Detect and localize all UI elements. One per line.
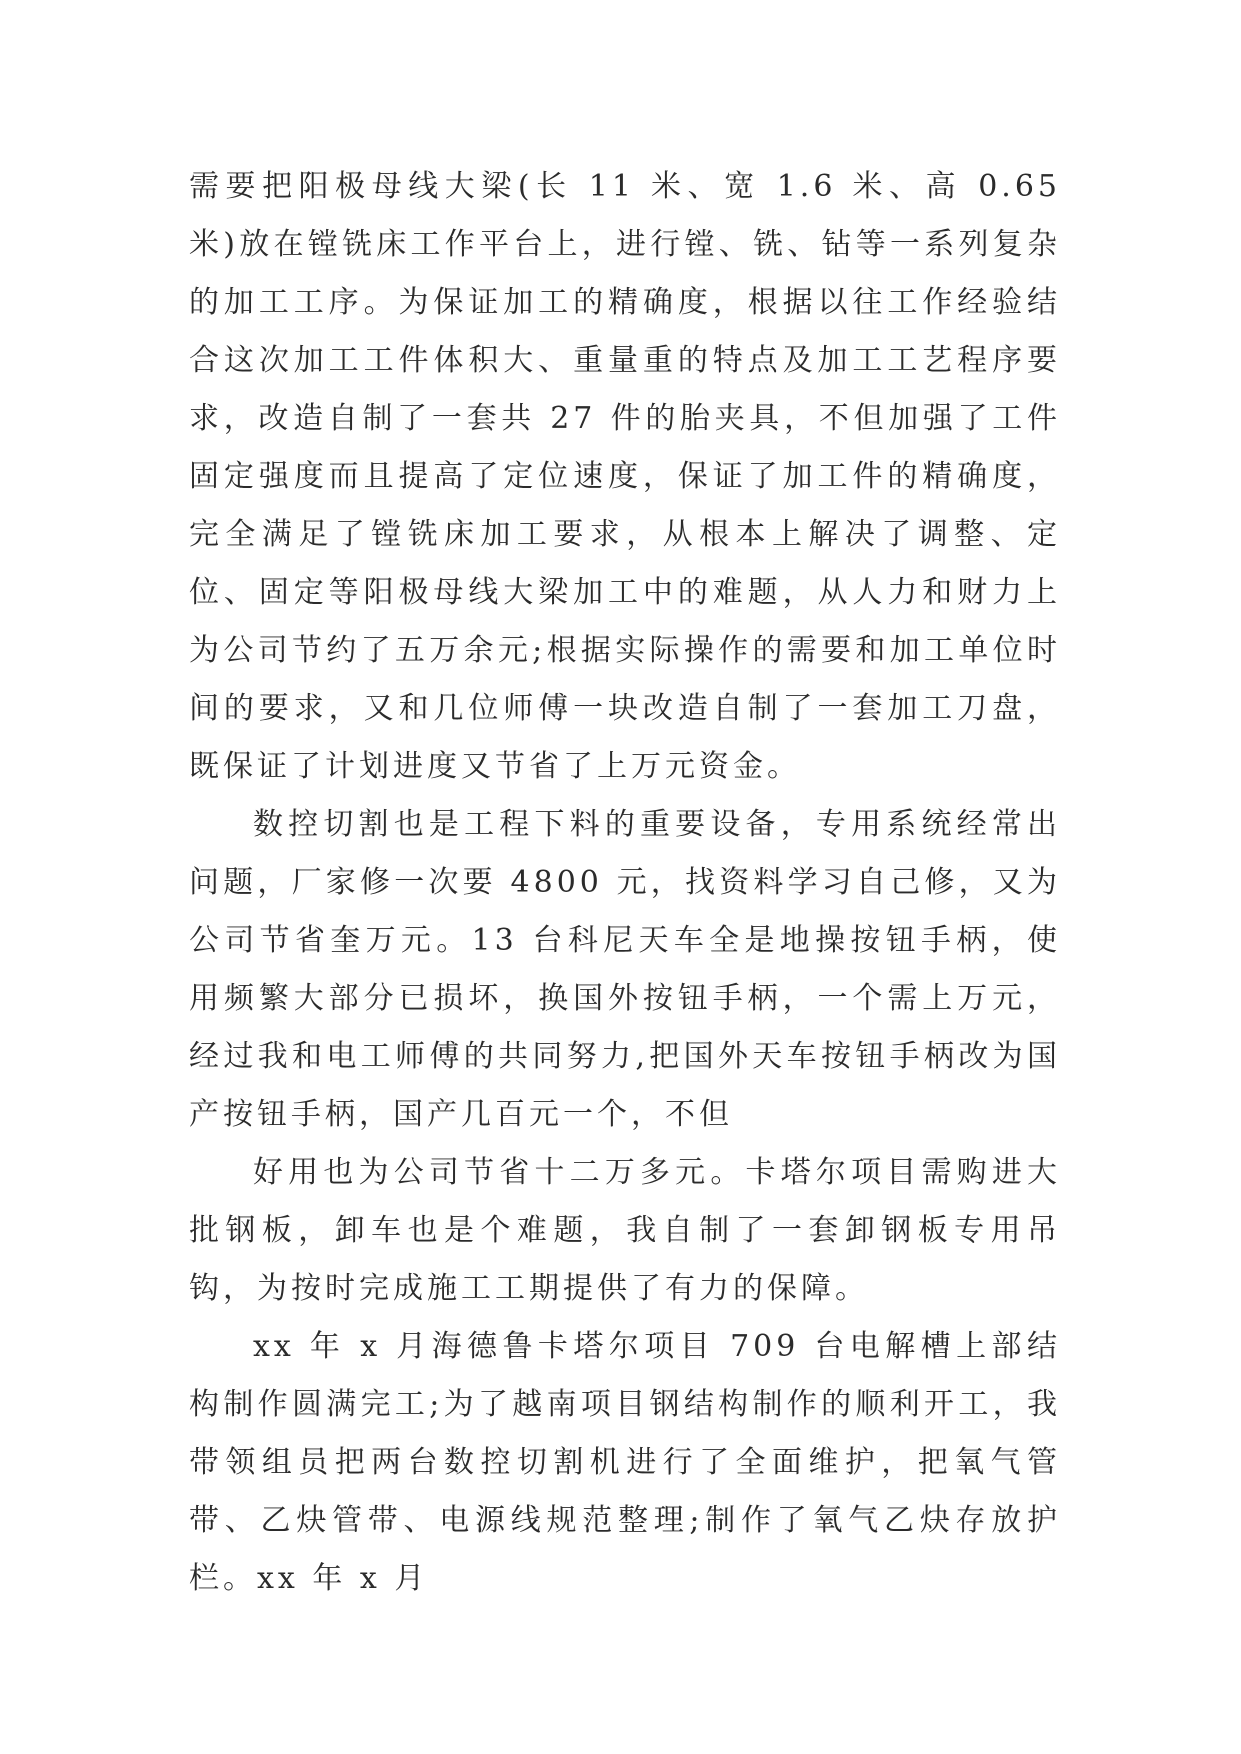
document-body bbox=[189, 158, 1061, 1608]
paragraph-3: 好用也为公司节省十二万多元。卡塔尔项目需购进大批钢板，卸车也是个难题，我自制了一套卸钢板专用吊钩，为按时完成施工工期提供了有力的保障。 bbox=[189, 1155, 1061, 1306]
paragraph-2: 数控切割也是工程下料的重要设备，专用系统经常出问题，厂家修一次要 4800 元，找资料学习自己修，又为公司节省奎万元。13 台科尼天车全是地操按钮手柄，使用频繁大部分已损坏，换国外按钮手柄，一个需上万元，经过我和电工师傅的共同努力,把国外天车按钮手柄改为国产按钮手柄，国产几百元一个，不但 bbox=[189, 807, 1061, 1132]
paragraph-1: 需要把阳极母线大梁(长 11 米、宽 1.6 米、高 0.65 米)放在镗铣床工作平台上，进行镗、铣、钻等一系列复杂的加工工序。为保证加工的精确度，根据以往工作经验结合这次加工工件体积大、重量重的特点及加工工艺程序要求，改造自制了一套共 27 件的胎夹具，不但加强了工件固定强度而且提高了定位速度，保证了加工件的精确度，完全满足了镗铣床加工要求，从根本上解决了调整、定位、固定等阳极母线大梁加工中的难题，从人力和财力上为公司节约了五万余元;根据实际操作的需要和加工单位时间的要求，又和几位师傅一块改造自制了一套加工刀盘，既保证了计划进度又节省了上万元资金。 bbox=[189, 169, 1061, 784]
paragraph-4: xx 年 x 月海德鲁卡塔尔项目 709 台电解槽上部结构制作圆满完工;为了越南项目钢结构制作的顺利开工，我带领组员把两台数控切割机进行了全面维护，把氧气管带、乙炔管带、电源线规范整理;制作了氧气乙炔存放护栏。xx 年 x 月 bbox=[189, 1329, 1061, 1596]
